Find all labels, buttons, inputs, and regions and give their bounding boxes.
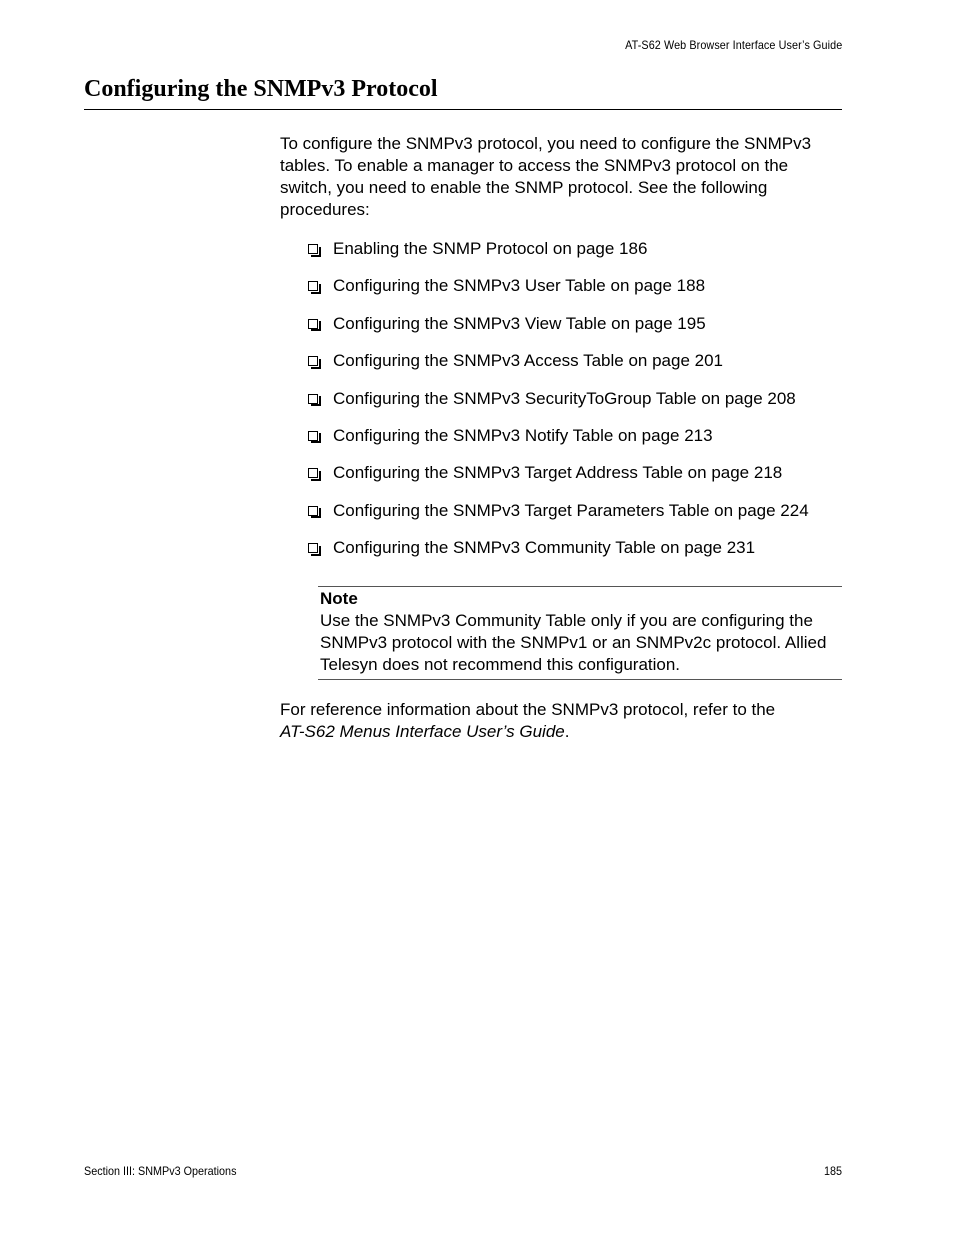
footer-section-label: Section III: SNMPv3 Operations	[84, 1164, 237, 1178]
procedure-link[interactable]: Configuring the SNMPv3 View Table on page 195	[333, 313, 706, 333]
procedure-list	[308, 238, 809, 575]
reference-line: For reference information about the SNMPv3 protocol, refer to the	[280, 700, 776, 719]
checkbox-icon	[308, 319, 318, 329]
checkbox-icon	[308, 543, 318, 553]
procedure-link[interactable]: Configuring the SNMPv3 Target Address Table on page 218	[333, 463, 783, 483]
procedure-item[interactable]	[308, 425, 809, 462]
note-box	[318, 586, 842, 680]
checkbox-icon	[308, 244, 318, 254]
procedure-link[interactable]: Configuring the SNMPv3 Notify Table on page 213	[333, 425, 713, 445]
procedure-item[interactable]	[308, 462, 809, 499]
intro-paragraph	[280, 133, 842, 221]
checkbox-icon	[308, 468, 318, 478]
note-heading: Note	[320, 589, 358, 608]
procedure-link[interactable]: Configuring the SNMPv3 Access Table on page 201	[333, 351, 723, 371]
note-line: Telesyn does not recommend this configuration.	[320, 655, 681, 674]
running-header: AT-S62 Web Browser Interface User’s Guide	[624, 38, 842, 52]
title-rule	[84, 109, 842, 110]
intro-line: tables. To enable a manager to access the SNMPv3 protocol on the	[280, 156, 789, 175]
intro-line: To configure the SNMPv3 protocol, you need to configure the SNMPv3	[280, 134, 812, 153]
procedure-item[interactable]	[308, 500, 809, 537]
intro-line: procedures:	[280, 200, 370, 219]
checkbox-icon	[308, 394, 318, 404]
checkbox-icon	[308, 506, 318, 516]
footer-page-number: 185	[823, 1164, 842, 1178]
procedure-link[interactable]: Configuring the SNMPv3 User Table on page 188	[333, 276, 706, 296]
procedure-item[interactable]	[308, 238, 809, 275]
procedure-item[interactable]	[308, 313, 809, 350]
section-title: Configuring the SNMPv3 Protocol	[84, 76, 438, 102]
checkbox-icon	[308, 281, 318, 291]
reference-line-2	[280, 721, 842, 743]
note-line: SNMPv3 protocol with the SNMPv1 or an SNMPv2c protocol. Allied	[320, 633, 827, 652]
procedure-item[interactable]	[308, 537, 809, 574]
procedure-link[interactable]: Configuring the SNMPv3 Community Table on page 231	[333, 538, 756, 558]
reference-paragraph	[280, 699, 842, 743]
intro-line: switch, you need to enable the SNMP protocol. See the following	[280, 178, 768, 197]
procedure-item[interactable]	[308, 350, 809, 387]
procedure-link[interactable]: Configuring the SNMPv3 SecurityToGroup Table on page 208	[333, 388, 796, 408]
procedure-item[interactable]	[308, 275, 809, 312]
guide-title-link[interactable]: AT-S62 Menus Interface User’s Guide	[280, 722, 565, 741]
procedure-link[interactable]: Configuring the SNMPv3 Target Parameters Table on page 224	[333, 500, 809, 520]
procedure-link[interactable]: Enabling the SNMP Protocol on page 186	[333, 239, 648, 258]
note-line: Use the SNMPv3 Community Table only if you are configuring the	[320, 611, 813, 630]
checkbox-icon	[308, 356, 318, 366]
reference-trailing: .	[564, 722, 570, 741]
checkbox-icon	[308, 431, 318, 441]
procedure-item[interactable]	[308, 388, 809, 425]
